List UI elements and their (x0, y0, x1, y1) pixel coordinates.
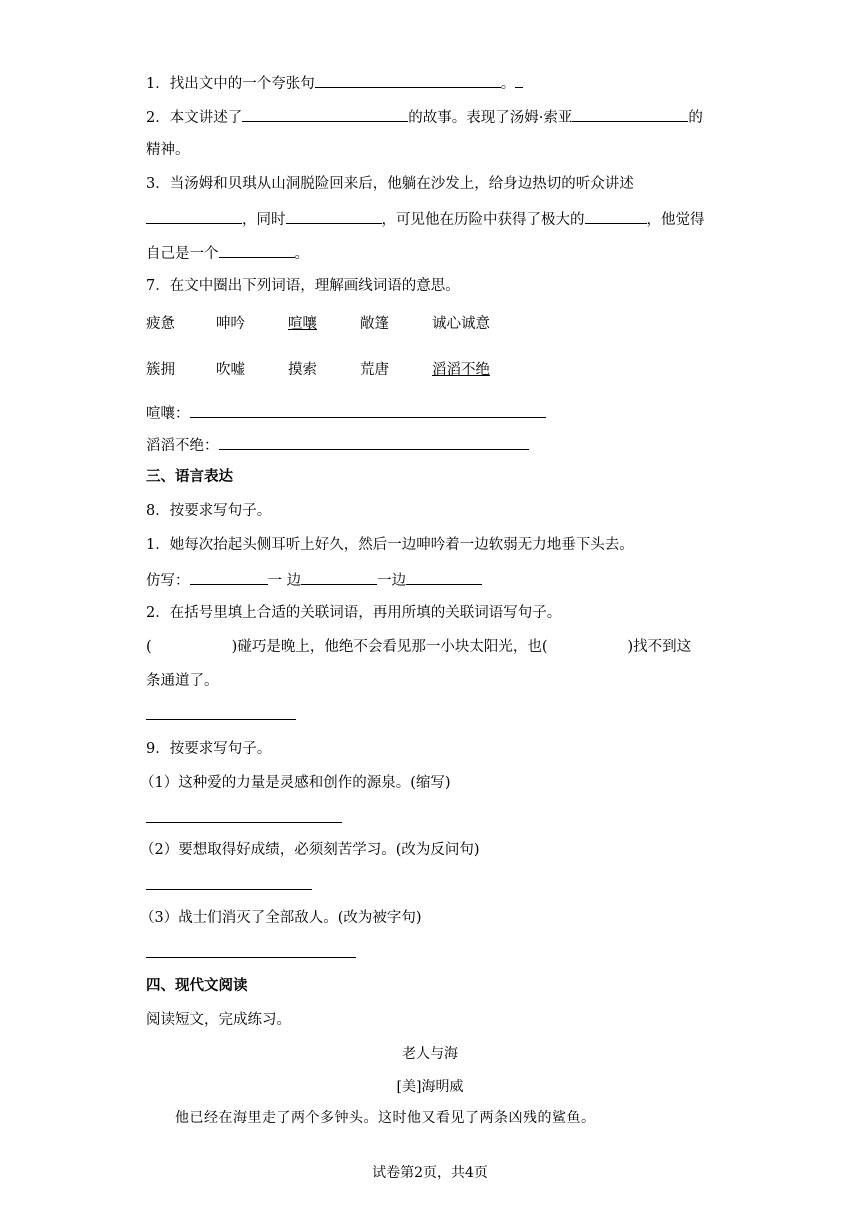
answer-line[interactable] (146, 822, 342, 823)
answer-blank[interactable] (286, 208, 382, 224)
answer-blank[interactable] (301, 569, 377, 585)
imitate-label: 仿写： (146, 573, 190, 589)
answer-blank[interactable] (190, 402, 546, 418)
answer-blank[interactable] (219, 434, 529, 450)
vocab-word-underlined: 滔滔不绝 (432, 362, 490, 378)
paren-open: ( (146, 639, 152, 655)
q3-line-3 (146, 242, 309, 264)
answer-blank[interactable] (406, 569, 482, 585)
passage-title: 老人与海 (402, 1046, 458, 1062)
question-2 (146, 106, 703, 128)
vocab-word: 呻吟 (216, 316, 245, 332)
vocab-word: 荒唐 (360, 362, 389, 378)
q8-fill-text-end: )找不到这 (627, 639, 692, 655)
q9-part-2: （2）要想取得好成绩，必须刻苦学习。(改为反问句) (140, 842, 480, 858)
vocab-word: 簇拥 (146, 362, 175, 378)
answer-blank-tail (515, 72, 523, 88)
question-8: 8．按要求写句子。 (146, 503, 272, 519)
reading-intro: 阅读短文，完成练习。 (146, 1012, 291, 1028)
vocab-word-underlined: 喧嚷 (288, 316, 317, 332)
q3-text-c: ，可见他在历险中获得了极大的 (381, 212, 585, 228)
q3-text-d: ，他觉得 (646, 212, 705, 228)
answer-blank[interactable] (585, 208, 647, 224)
q1-end: 。 (500, 76, 516, 92)
q8-imitate (146, 569, 482, 591)
answer-blank[interactable] (146, 208, 242, 224)
q2-text-c: 的 (688, 110, 703, 126)
vocab-word: 诚心诚意 (432, 316, 490, 332)
question-1 (146, 72, 523, 94)
definition-1 (146, 402, 546, 424)
question-3: 3．当汤姆和贝琪从山洞脱险回来后，他躺在沙发上，给身边热切的听众讲述 (146, 176, 634, 192)
section-heading: 四、现代文阅读 (146, 978, 248, 994)
q2-continued: 精神。 (146, 142, 190, 158)
q8-fill-line (146, 637, 691, 657)
definition-2 (146, 434, 529, 456)
answer-line[interactable] (146, 719, 296, 720)
q2-text-a: 2．本文讲述了 (146, 110, 243, 126)
question-7: 7．在文中圈出下列词语，理解画线词语的意思。 (146, 278, 460, 294)
q3-text-b: ，同时 (242, 212, 286, 228)
answer-line[interactable] (146, 957, 356, 958)
q8-sentence-1: 1．她每次抬起头侧耳听上好久，然后一边呻吟着一边软弱无力地垂下头去。 (146, 537, 634, 553)
q9-part-3: （3）战士们消灭了全部敌人。(改为被字句) (140, 910, 422, 926)
vocab-word: 敞篷 (360, 316, 389, 332)
answer-blank[interactable] (219, 242, 295, 258)
answer-blank[interactable] (242, 106, 408, 122)
q8-sentence-2: 2．在括号里填上合适的关联词语，再用所填的关联词语写句子。 (146, 605, 562, 621)
q8-fill-text: )碰巧是晚上，他绝不会看见那一小块太阳光，也( (231, 639, 548, 655)
yi-bian-text: 一边 (377, 573, 407, 589)
q1-text: 1．找出文中的一个夸张句 (146, 76, 315, 92)
vocab-word: 吹嘘 (216, 362, 245, 378)
question-9: 9．按要求写句子。 (146, 741, 272, 757)
vocab-word: 疲惫 (146, 316, 175, 332)
passage-author: [美]海明威 (396, 1079, 464, 1095)
q3-text-e: 自己是一个 (146, 246, 219, 262)
passage-first-line: 他已经在海里走了两个多钟头。这时他又看见了两条凶残的鲨鱼。 (175, 1110, 596, 1126)
section-heading: 三、语言表达 (146, 469, 233, 485)
page-footer: 试卷第2页，共4页 (372, 1165, 488, 1181)
answer-blank[interactable] (190, 569, 268, 585)
definition-label: 喧嚷： (146, 406, 190, 422)
answer-blank[interactable] (315, 72, 501, 88)
q3-text-f: 。 (294, 246, 309, 262)
q9-part-1: （1）这种爱的力量是灵感和创作的源泉。(缩写) (140, 775, 451, 791)
definition-label: 滔滔不绝： (146, 438, 219, 454)
answer-line[interactable] (146, 889, 312, 890)
yi-bian-text: 一 边 (267, 573, 302, 589)
q2-text-b: 的故事。表现了汤姆·索亚 (408, 110, 573, 126)
answer-blank[interactable] (572, 106, 688, 122)
q3-line-2 (146, 208, 705, 230)
vocab-word: 摸索 (288, 362, 317, 378)
q8-fill-continued: 条通道了。 (146, 673, 219, 689)
